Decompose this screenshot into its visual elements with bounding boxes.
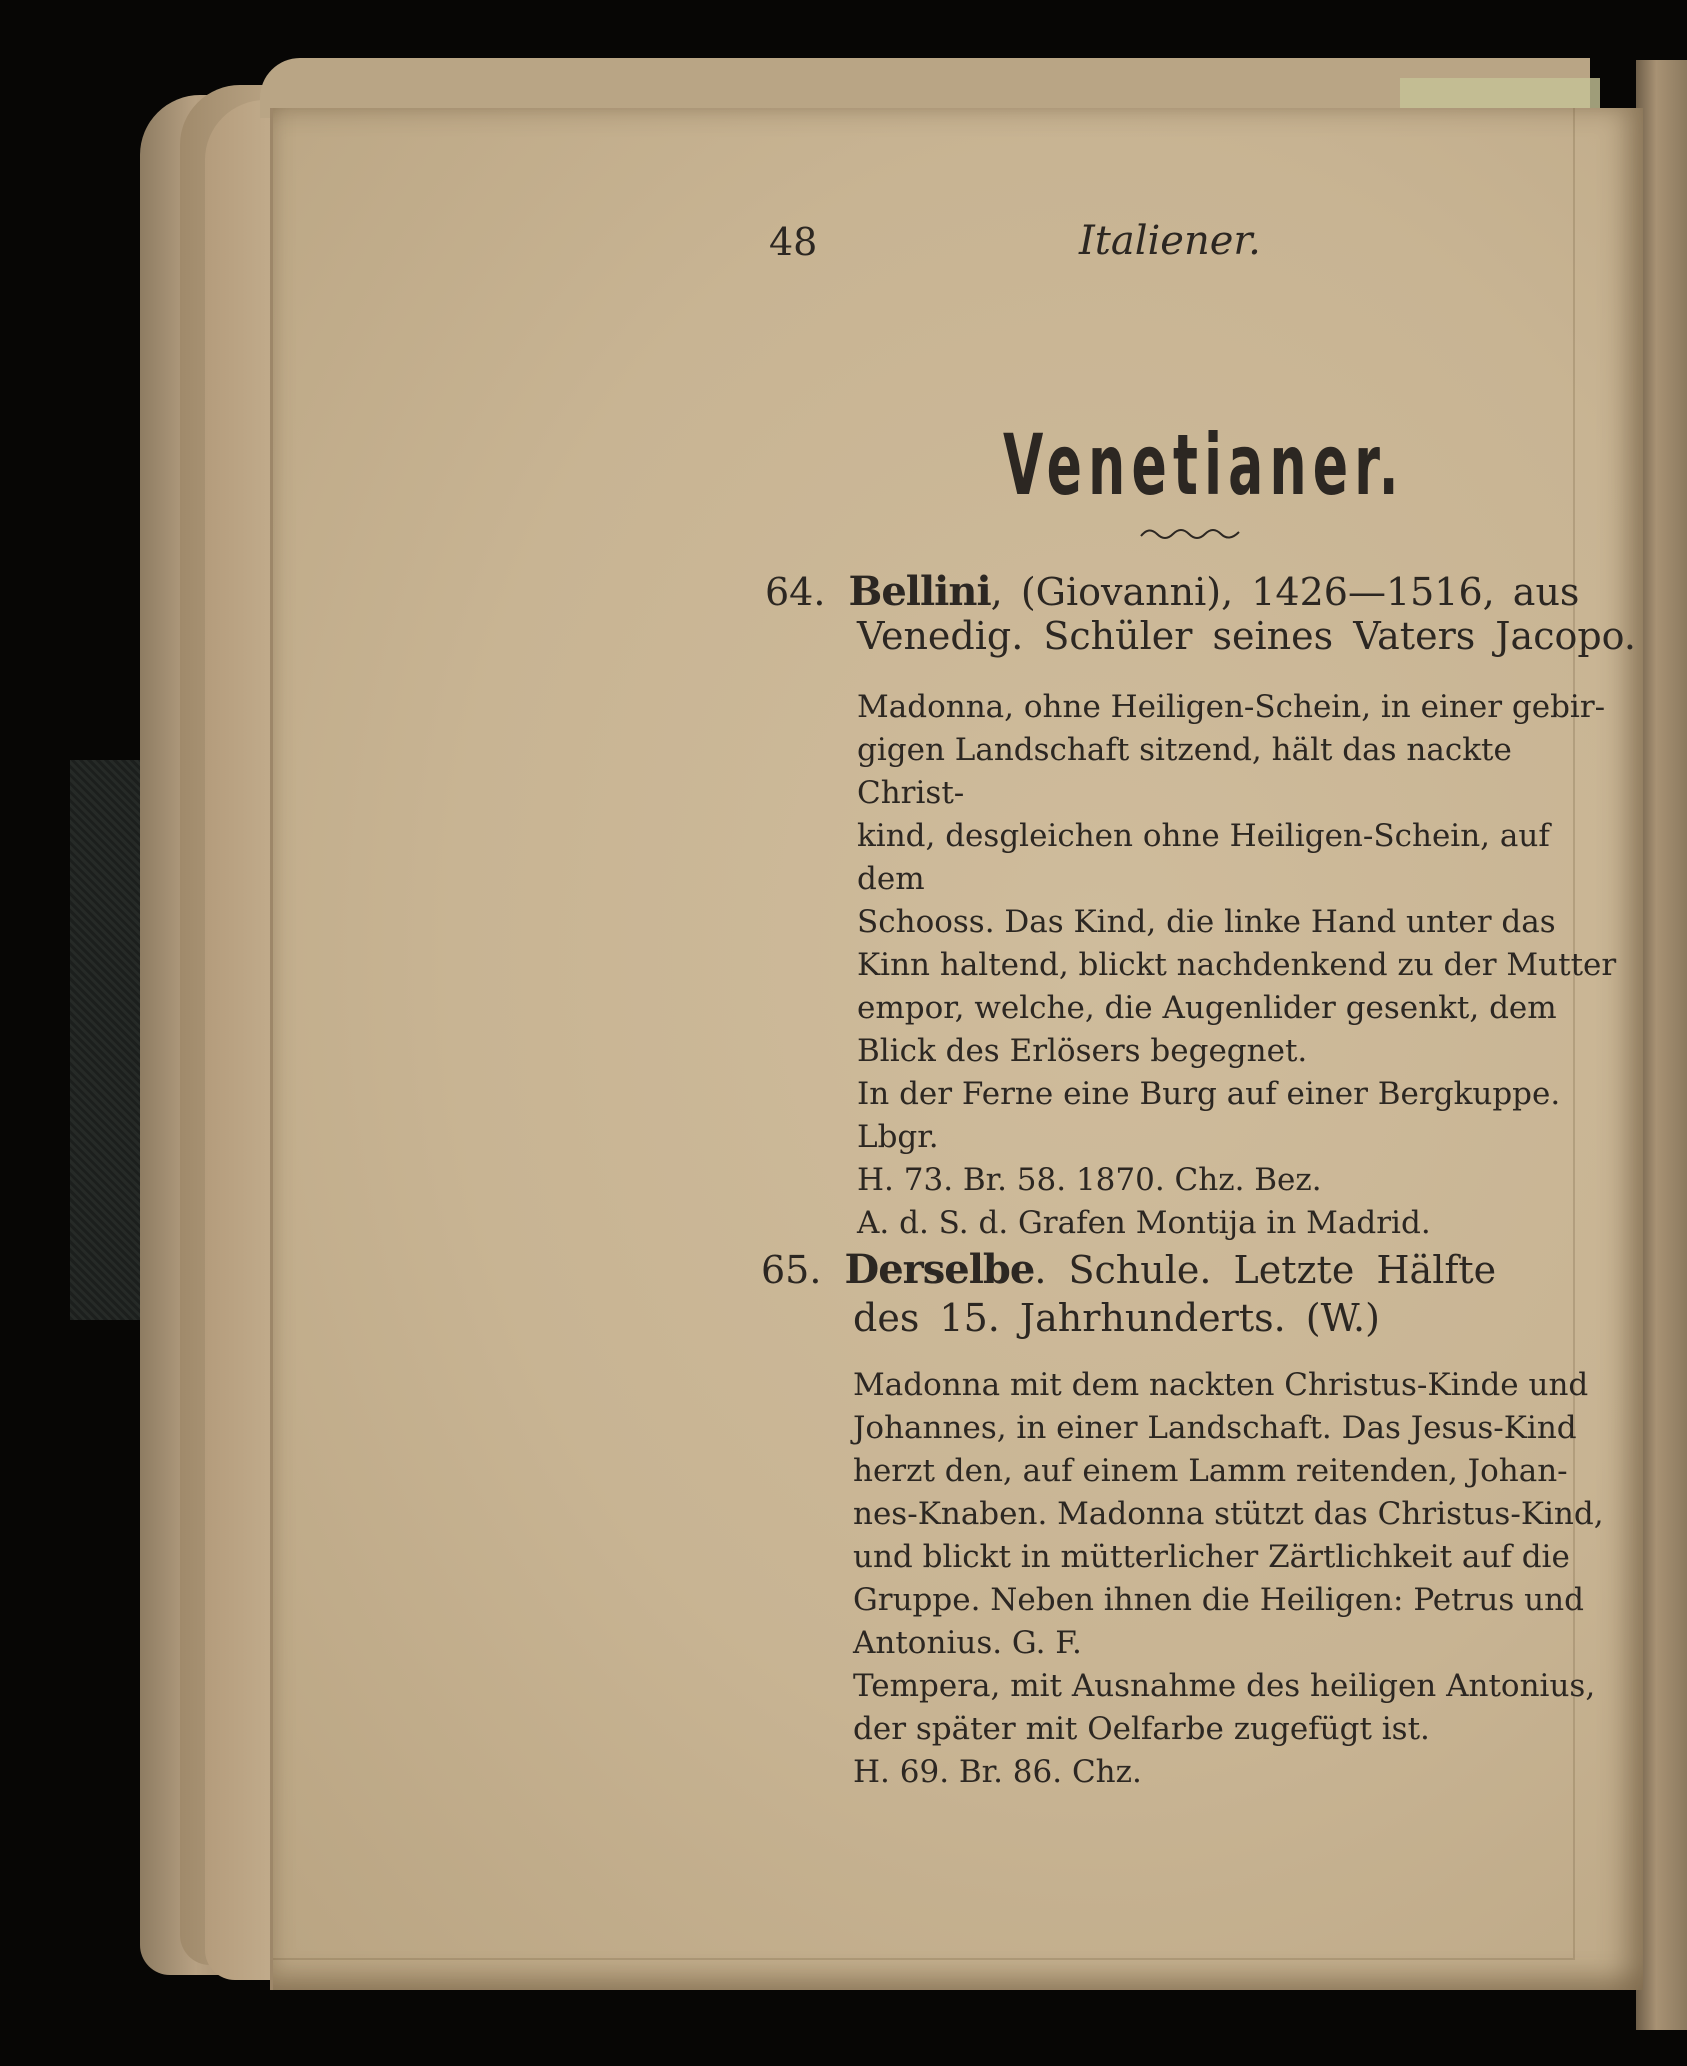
description-line: H. 73. Br. 58. 1870. Chz. Bez. (857, 1162, 1322, 1198)
book-page (270, 108, 1643, 1990)
description-line: Lbgr. (857, 1119, 939, 1155)
description-line: nes-Knaben. Madonna stützt das Christus-Kind, (853, 1496, 1604, 1532)
entry-description (853, 1364, 1633, 1794)
description-line: Tempera, mit Ausnahme des heiligen Antonius, (853, 1668, 1596, 1704)
entry-intro: . Schule. Letzte Hälfte (1034, 1248, 1497, 1292)
artist-name: Bellini (848, 568, 991, 615)
entry-heading-line (761, 1246, 1496, 1293)
description-line: Kinn haltend, blickt nachdenkend zu der Mutter (857, 947, 1617, 983)
entry-description (857, 686, 1617, 1245)
description-line: und blickt in mütterlicher Zärtlichkeit auf die (853, 1539, 1570, 1575)
running-title: Italiener. (1079, 218, 1261, 264)
description-line: Johannes, in einer Landschaft. Das Jesus-Kind (853, 1410, 1577, 1446)
entry-number: 65. (761, 1248, 822, 1292)
entry-number: 64. (765, 570, 826, 614)
description-line: kind, desgleichen ohne Heiligen-Schein, auf dem (857, 818, 1550, 897)
description-line: Madonna mit dem nackten Christus-Kinde und (853, 1367, 1589, 1403)
description-line: gigen Landschaft sitzend, hält das nackte Christ- (857, 732, 1512, 811)
entry-intro: , (Giovanni), 1426—1516, aus (990, 570, 1580, 614)
tilde-ornament-icon (1139, 524, 1243, 544)
description-line: herzt den, auf einem Lamm reitenden, Johan- (853, 1453, 1568, 1489)
page-number: 48 (769, 220, 818, 264)
description-line: Blick des Erlösers begegnet. (857, 1033, 1308, 1069)
description-line: A. d. S. d. Grafen Montija in Madrid. (857, 1205, 1431, 1241)
description-line: In der Ferne eine Burg auf einer Bergkuppe. (857, 1076, 1561, 1112)
description-line: Antonius. G. F. (853, 1625, 1082, 1661)
entry-heading-line (765, 568, 1579, 615)
facing-page-edge (1636, 60, 1687, 2030)
description-line: Schooss. Das Kind, die linke Hand unter das (857, 904, 1556, 940)
entry-intro: Venedig. Schüler seines Vaters Jacopo. (857, 614, 1636, 658)
description-line: Gruppe. Neben ihnen die Heiligen: Petrus und (853, 1582, 1584, 1618)
description-line: H. 69. Br. 86. Chz. (853, 1754, 1142, 1790)
entry-intro: des 15. Jahrhunderts. (W.) (853, 1296, 1380, 1340)
description-line: Madonna, ohne Heiligen-Schein, in einer gebir- (857, 689, 1606, 725)
section-heading: Venetianer. (1003, 416, 1405, 514)
description-line: empor, welche, die Augenlider gesenkt, dem (857, 990, 1557, 1026)
artist-name: Derselbe (844, 1246, 1035, 1293)
description-line: der später mit Oelfarbe zugefügt ist. (853, 1711, 1430, 1747)
